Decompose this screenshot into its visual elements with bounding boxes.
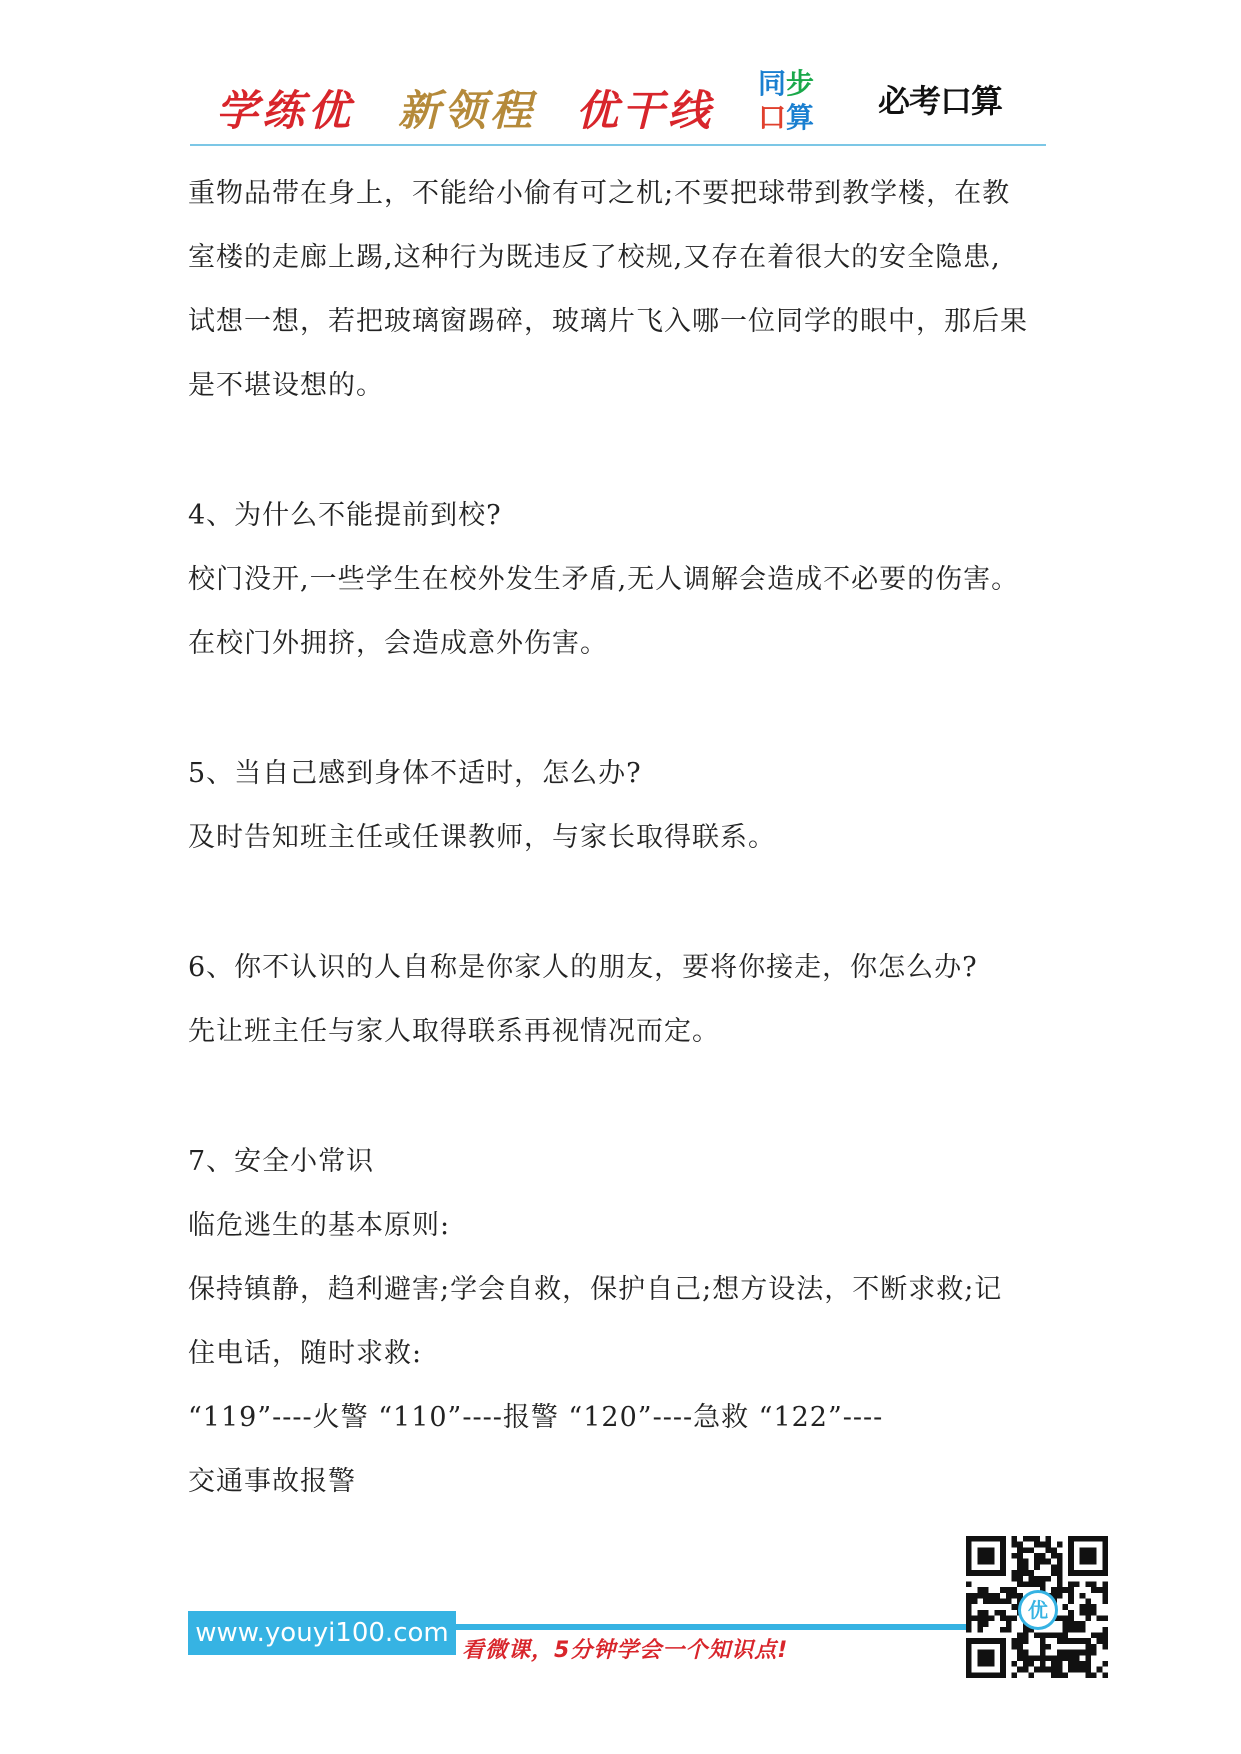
brand-xuelianyou: 学练优 (216, 86, 355, 135)
text-line: 重物品带在身上，不能给小偷有可之机;不要把球带到教学楼，在教 (188, 178, 1011, 209)
sync-kousuan-logo (752, 68, 826, 136)
question-5: 5、当自己感到身体不适时，怎么办? (188, 758, 642, 789)
header-logo-bar (190, 60, 1050, 140)
brand-youganxian: 优干线 (576, 86, 715, 135)
brand-xinlingcheng: 新领程 (398, 86, 537, 135)
section-7-line: 交通事故报警 (188, 1466, 356, 1497)
spacer (188, 418, 1068, 484)
section-7-line: 保持镇静，趋利避害;学会自救，保护自己;想方设法，不断求救;记 (188, 1274, 1003, 1305)
footer-slogan: 看微课，5分钟学会一个知识点! (462, 1638, 789, 1663)
question-6: 6、你不认识的人自称是你家人的朋友，要将你接走，你怎么办? (188, 952, 978, 983)
spacer (188, 1064, 1068, 1130)
answer-5-line: 及时告知班主任或任课教师，与家长取得联系。 (188, 822, 776, 853)
bikao-kousuan-logo: 必考口算 (878, 82, 1003, 120)
question-4: 4、为什么不能提前到校? (188, 500, 502, 531)
footer-divider (456, 1624, 976, 1630)
document-body (188, 162, 1068, 1514)
section-7-line: 住电话，随时求救: (188, 1338, 423, 1369)
text-line: 是不堪设想的。 (188, 370, 384, 401)
answer-4-line: 在校门外拥挤，会造成意外伤害。 (188, 628, 608, 659)
spacer (188, 676, 1068, 742)
header-divider (190, 144, 1046, 146)
text-line: 室楼的走廊上踢,这种行为既违反了校规,又存在着很大的安全隐患, (188, 242, 1001, 273)
spacer (188, 870, 1068, 936)
section-7-title: 7、安全小常识 (188, 1146, 375, 1177)
answer-6-line: 先让班主任与家人取得联系再视情况而定。 (188, 1016, 720, 1047)
answer-4-line: 校门没开,一些学生在校外发生矛盾,无人调解会造成不必要的伤害。 (188, 564, 1020, 595)
sync-logo-top: 同步 (758, 67, 815, 100)
emergency-numbers: “119”----火警 “110”----报警 “120”----急救 “122”---- (188, 1402, 884, 1433)
sync-logo-bottom: 口算 (758, 101, 815, 134)
qr-badge-you: 优 (1018, 1590, 1058, 1630)
section-7-line: 临危逃生的基本原则: (188, 1210, 451, 1241)
text-line: 试想一想，若把玻璃窗踢碎，玻璃片飞入哪一位同学的眼中，那后果 (188, 306, 1028, 337)
website-link[interactable]: www.youyi100.com (188, 1611, 456, 1655)
